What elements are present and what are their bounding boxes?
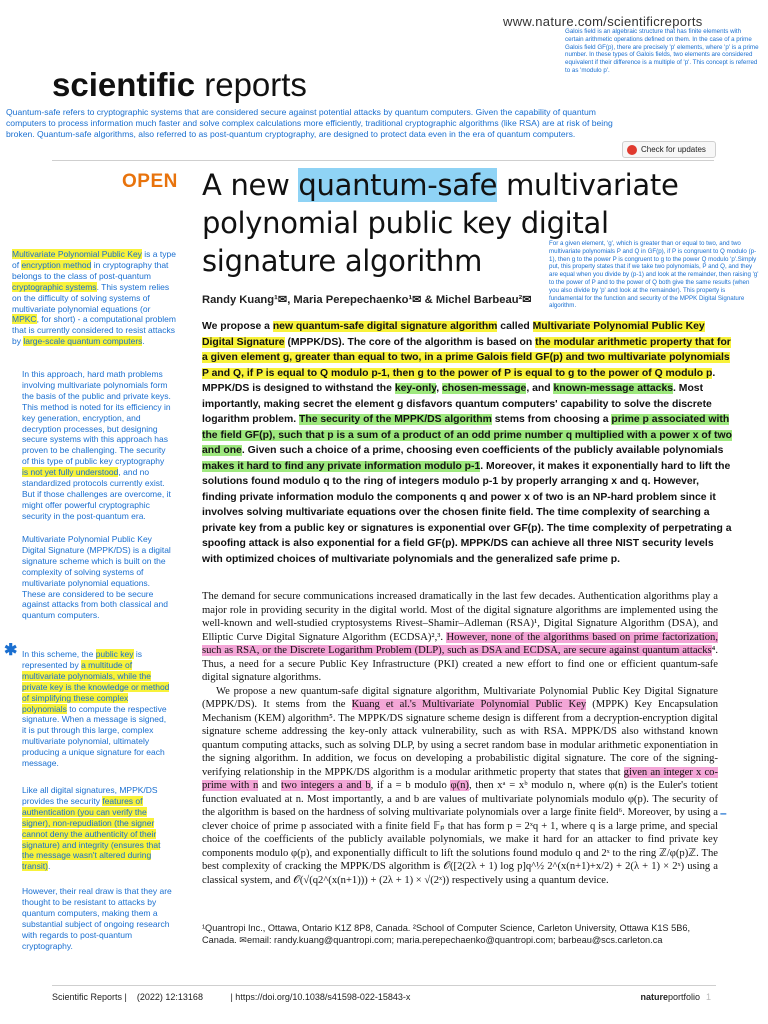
check-updates-label: Check for updates <box>641 145 706 154</box>
title-highlight: quantum-safe <box>298 168 498 202</box>
body-highlight-pink: However, none of the algorithms based on prime factorization, such as RSA, or the Discrete Logarithm Problem (DLP), such as DSA and ECDSA, are secure against quantum attacks <box>202 631 718 656</box>
check-updates-icon <box>627 145 637 155</box>
side-note-highlight: features of authentication (you can verify the signer), non-repudiation (the signer cannot deny the authenticity of their signature) and integrity (ensures that the message wasn't altered during transit) <box>22 795 161 872</box>
abstract-highlight: Multivariate Polynomial Public Key Digital Signature <box>202 321 705 348</box>
body-text: and <box>258 780 282 791</box>
side-note-text: . This system relies on the difficulty of solving systems of multivariate polynomial equations (or <box>12 281 170 314</box>
author-list: Randy Kuang¹✉, Maria Perepechaenko¹✉ & Michel Barbeau²✉ <box>202 294 532 306</box>
footer-doi-link[interactable]: | https://doi.org/10.1038/s41598-022-15843-x <box>230 992 411 1002</box>
side-note-highlight: encryption method <box>21 259 92 270</box>
side-note-hard-problems <box>22 369 172 522</box>
abstract-text: . Most importantly, making secret the element g disfavors quantum computers' capability to solve the discrete logarithm problem. <box>202 383 712 425</box>
title-pre: A new <box>202 168 299 202</box>
abstract-highlight-green: known-message attacks <box>553 383 674 394</box>
abstract-highlight: the modular arithmetic property that for a given element g, greater than equal to two, in a prime Galois field GF(p) and two multivariate polynomials P and Q, if P is equal to Q modulo p-1, then g to the power of P is equal to g to the power of Q modulo p <box>202 336 731 379</box>
side-note-highlight: cryptographic systems <box>12 281 97 292</box>
brand-bold: scientific <box>52 66 196 103</box>
nature-portfolio-logo <box>640 992 700 1002</box>
side-note-text: to compute the respective signature. When a message is signed, it is put through this large, complex multivariate polynomial, ultimately producing a unique signature for each message. <box>22 703 167 769</box>
journal-url[interactable]: www.nature.com/scientificreports <box>503 14 703 29</box>
body-highlight-pink: φ(n) <box>450 780 469 791</box>
body-text: , if a = b modulo <box>370 780 451 791</box>
footer-divider <box>52 985 716 986</box>
abstract-highlight-green: key-only <box>394 383 437 394</box>
body-text: , then xᵃ = xᵇ modulo n, where φ(n) is the Euler's totient function evaluated at n. Most importantly, a and b are values of multivariate polynomials modulo φ(p). The security of the algorithm is based on the hardness of solving multivariate polynomials over a large finite field⁶. Moreover, by using a clever choice of prime p associated with a finite field 𝔽ₚ that has form p = 2ˣq + 1, where q is a large prime, and special choice of the coefficients of the publicly available polynomials, we make it hard for an attacker to find private key components modulo φ(p), and exponentially difficult to lift the solutions found modulo q and 2ˣ to the ring ℤ/φ(p)ℤ. The best complexity of cracking the MPPK/DS algorithm is 𝒪([2(2λ + 1) log p]q^½ 2^(x(n+1)+x/2) + 2(λ + 1) × 2ˣ) using a classical system, and 𝒪(√(q2^(x(n+1))) + (2λ + 1) × √(2ˣ)) respectively using a quantum device. <box>202 780 718 886</box>
body-paragraph-1 <box>202 590 718 685</box>
check-for-updates-button[interactable] <box>622 141 716 158</box>
abstract-text: We propose a <box>202 321 273 332</box>
page-number: 1 <box>706 992 712 1002</box>
body-paragraph-2 <box>202 685 718 888</box>
footer-citation <box>52 992 410 1002</box>
side-note-mppk-ds: Multivariate Polynomial Public Key Digital Signature (MPPK/DS) is a digital signature scheme which is built on the complexity of solving systems of multivariate polynomial equations. These are considered to be secure against attacks from both classical and quantum computers. <box>22 534 171 621</box>
signature-property-note: For a given element, 'g', which is greater than or equal to two, and two multivariate polynomials P and Q in GF(p), if P is congruent to Q modulo (p-1), then g to the power P is congruent to g to the power Q modulo 'p'.Simply put, this property states that if we take two polynomials, P and Q, and they are equal when you divide by (p-1) and look at the remainder, then raising 'g' to the power of P and to the power of Q both give the same results (when you also divide by 'p' and look at the remainder). This property is fundamental for the function and security of the MPPK Digital Signature algorithm. <box>549 240 761 310</box>
abstract-text: . Given such a choice of a prime, choosing even coefficients of the publicly available polynomials <box>241 445 724 456</box>
side-note-mppk <box>12 249 177 347</box>
side-note-highlight: Multivariate Polynomial Public Key <box>12 249 142 259</box>
body-text: (MPPK) Key Encapsulation Mechanism (KEM) algorithm⁵. The MPPK/DS signature scheme design is different from a decryption-encryption digital signature scheme addressing the key-only attack vulnerability, such as with RSA. MPPK/DS also withstand known quantum computing attacks, such as solving DLP, by using a secret random base in modular arithmetic exponentiation in the signing algorithm. In addition, we focus on developing a probabilistic digital signature. The core of the signing-verifying relationship in the MPPK/DS algorithm is a modular arithmetic property that states that <box>202 699 719 778</box>
body-text: ⁴. Thus, a need for a secure Public Key Infrastructure (PKI) created a new effort to find one or efficient quantum-safe digital signature algorithms. <box>202 645 718 683</box>
abstract-highlight-green: The security of the MPPK/DS algorithm <box>299 414 492 425</box>
body-text: The demand for secure communications increased dramatically in the last few decades. Authentication algorithms play a major role in providing security in the digital world. Most of the digital signature algorithms are implemented using the well-known and well-studied cryptosystems Rivest–Shamir–Adleman (RSA)¹, Digital Signature Algorithm (DSA), and Elliptic Curve Digital Signature Algorithm (ECDSA)²,³. <box>202 591 718 643</box>
abstract-text: called <box>497 321 533 332</box>
abstract-highlight-green: prime p associated with the field GF(p), such that p is a sum of a product of an odd prime number q multiplied with a power x of two and one <box>202 414 732 456</box>
journal-brand <box>52 66 307 104</box>
title-post: multivariate polynomial public key digital signature algorithm <box>202 168 679 278</box>
article-body <box>202 590 718 887</box>
body-highlight-pink: given an integer x co-prime with n <box>202 766 718 791</box>
side-note-text: Like all digital signatures, MPPK/DS provides the security <box>22 785 158 806</box>
abstract <box>202 319 736 567</box>
side-note-text: is represented by <box>22 649 143 670</box>
publisher-light: portfolio <box>667 992 700 1002</box>
quantum-safe-note: Quantum-safe refers to cryptographic systems that are considered secure against potential attacks by quantum computers. Given the capability of quantum computers to process information much faster and solve complex calculations more efficiently, traditional cryptographic algorithms (like RSA) are at risk of being broken. Quantum-safe algorithms, also referred to as post-quantum cryptography, are designed to protect data even in the era of quantum computers. <box>6 107 613 139</box>
side-note-text: . <box>47 861 51 872</box>
header-divider <box>52 160 714 161</box>
abstract-text: , <box>436 383 442 394</box>
side-note-highlight: MPKC <box>12 314 37 325</box>
body-highlight-pink: two integers a and b <box>281 780 371 791</box>
side-note-text: is a type of <box>12 249 176 270</box>
page-footer <box>52 992 716 1002</box>
abstract-highlight-green: makes it hard to find any private information modulo p-1 <box>202 460 481 472</box>
side-note-security-features <box>22 785 172 872</box>
side-note-highlight: a multitude of multivariate polynomials, while the private key is the knowledge or method of simplifying these complex polynomials <box>22 659 170 714</box>
side-note-text: in cryptography that belongs to the class of post-quantum <box>12 259 169 281</box>
side-note-highlight: is not yet fully understood <box>22 467 119 478</box>
brand-light: reports <box>195 66 307 103</box>
star-doodle-icon: ✱ <box>4 642 18 659</box>
abstract-text: , and <box>526 383 554 394</box>
side-note-text: . <box>142 336 145 347</box>
side-note-text: , for short) - a computational problem that is currently considered to resist attacks by <box>12 314 176 347</box>
abstract-text: . Moreover, it makes it exponentially hard to lift the solutions found modulo q to the ring of integers modulo p-1 by properly arranging x and q. However, finding private information modulo the components q and power x of two is an NP-hard problem since it involves solving multivariate equations over the chosen finite field. The time complexity of searching a private key from a public key or signatures is exponential over GF(p). The time complexity of perpetrating a spoofing attack is also exponential for a field GF(p). MPPK/DS can achieve all three NIST security levels with optimized choices of multivariate polynomials and the generalized safe prime p. <box>202 460 732 565</box>
side-note-highlight: large-scale quantum computers <box>23 336 143 347</box>
abstract-text: (MPPK/DS). The core of the algorithm is based on <box>284 336 536 348</box>
abstract-highlight-green: chosen-message <box>442 383 527 394</box>
abstract-highlight: new quantum-safe digital signature algorithm <box>272 321 498 332</box>
side-note-text: In this scheme, the <box>22 649 96 659</box>
abstract-text: stems from choosing a <box>491 414 612 425</box>
side-note-quantum-resistance: However, their real draw is that they are thought to be resistant to attacks by quantum computers, making them a substantial subject of ongoing research with regards to post-quantum cryptography. <box>22 886 172 951</box>
footer-volume: (2022) 12:13168 <box>136 992 203 1002</box>
side-note-text: In this approach, hard math problems involving multivariate polynomials form the basis of the public and private keys. This method is noted for its efficiency in key generation, encryption, and decryption processes, but designing secure systems with this approach has proven to be challenging. The security of this type of public key cryptography <box>22 369 171 467</box>
footer-journal: Scientific Reports | <box>52 992 127 1002</box>
side-note-text: , and no standardized protocols currently exist. But if those challenges are overcome, it might offer powerful cryptographic security in the post-quantum era. <box>22 467 171 521</box>
side-note-public-key <box>22 649 172 769</box>
galois-field-note: Galois field is an algebraic structure that has finite elements with certain arithmetic operations defined on them. In the case of a prime Galois field GF(p), there are precisely 'p' elements, where 'p' is a prime number. In these types of Galois fields, two elements are considered equivalent if their difference is a multiple of 'p'. This concept is referred to as 'modulo p'. <box>565 28 759 74</box>
side-note-highlight: public key <box>95 649 134 659</box>
body-highlight-pink: Kuang et al.'s Multivariate Polynomial Public Key <box>351 699 587 710</box>
open-access-label: OPEN <box>122 171 178 192</box>
publisher-bold: nature <box>640 992 668 1002</box>
dash-mark-icon: – <box>720 806 727 820</box>
affiliations-footnote: ¹Quantropi Inc., Ottawa, Ontario K1Z 8P8, Canada. ²School of Computer Science, Carleton University, Ottawa K1S 5B6, Canada. ✉email: randy.kuang@quantropi.com; maria.perepechaenko@quantropi.com; barbeau@scs.carleton.ca <box>202 923 691 946</box>
abstract-text: . MPPK/DS is designed to withstand the <box>202 367 716 394</box>
body-text: We propose a new quantum-safe digital signature algorithm, Multivariate Polynomial Public Key Digital Signature (MPPK/DS). It stems from the <box>202 685 718 710</box>
